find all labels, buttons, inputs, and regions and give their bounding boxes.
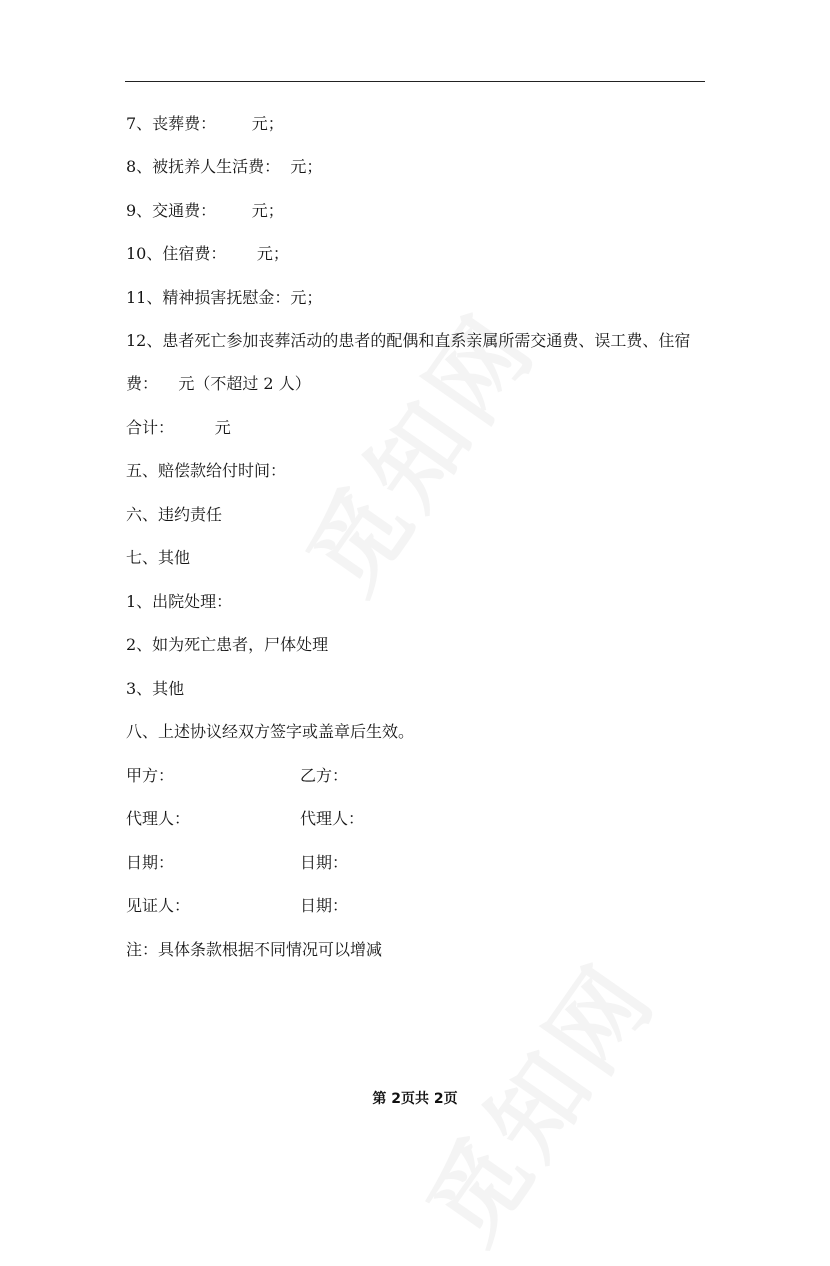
note-line: 注：具体条款根据不同情况可以增减 — [126, 940, 383, 959]
other-misc: 3、其他 — [126, 679, 185, 698]
page-number: 第 2页共 2页 — [372, 1091, 458, 1107]
item-relatives-expenses-cont: 费： 元（不超过 2 人） — [126, 374, 311, 393]
other-body-handling: 2、如为死亡患者，尸体处理 — [126, 635, 329, 654]
item-relatives-expenses: 12、患者死亡参加丧葬活动的患者的配偶和直系亲属所需交通费、误工费、住宿 — [126, 331, 691, 350]
other-discharge: 1、出院处理： — [126, 592, 233, 611]
witness-label: 见证人： — [126, 896, 191, 915]
header-rule — [125, 81, 705, 82]
item-funeral-fee: 7、丧葬费： 元； — [126, 114, 284, 133]
item-lodging-fee: 10、住宿费： 元； — [126, 244, 289, 263]
party-a-label: 甲方： — [126, 766, 175, 785]
date-b-label: 日期： — [300, 853, 349, 872]
agent-a-label: 代理人： — [126, 809, 191, 828]
item-mental-damage-fee: 11、精神损害抚慰金：元； — [126, 288, 323, 307]
agent-b-label: 代理人： — [300, 809, 365, 828]
party-b-label: 乙方： — [300, 766, 349, 785]
section-effectiveness: 八、上述协议经双方签字或盖章后生效。 — [126, 722, 415, 741]
total-line: 合计： 元 — [126, 418, 231, 437]
item-dependent-living-fee: 8、被抚养人生活费： 元； — [126, 157, 323, 176]
section-payment-time: 五、赔偿款给付时间： — [126, 461, 287, 480]
date-a-label: 日期： — [126, 853, 175, 872]
item-transport-fee: 9、交通费： 元； — [126, 201, 284, 220]
section-other: 七、其他 — [126, 548, 191, 567]
witness-date-label: 日期： — [300, 896, 349, 915]
section-breach-liability: 六、违约责任 — [126, 505, 223, 524]
